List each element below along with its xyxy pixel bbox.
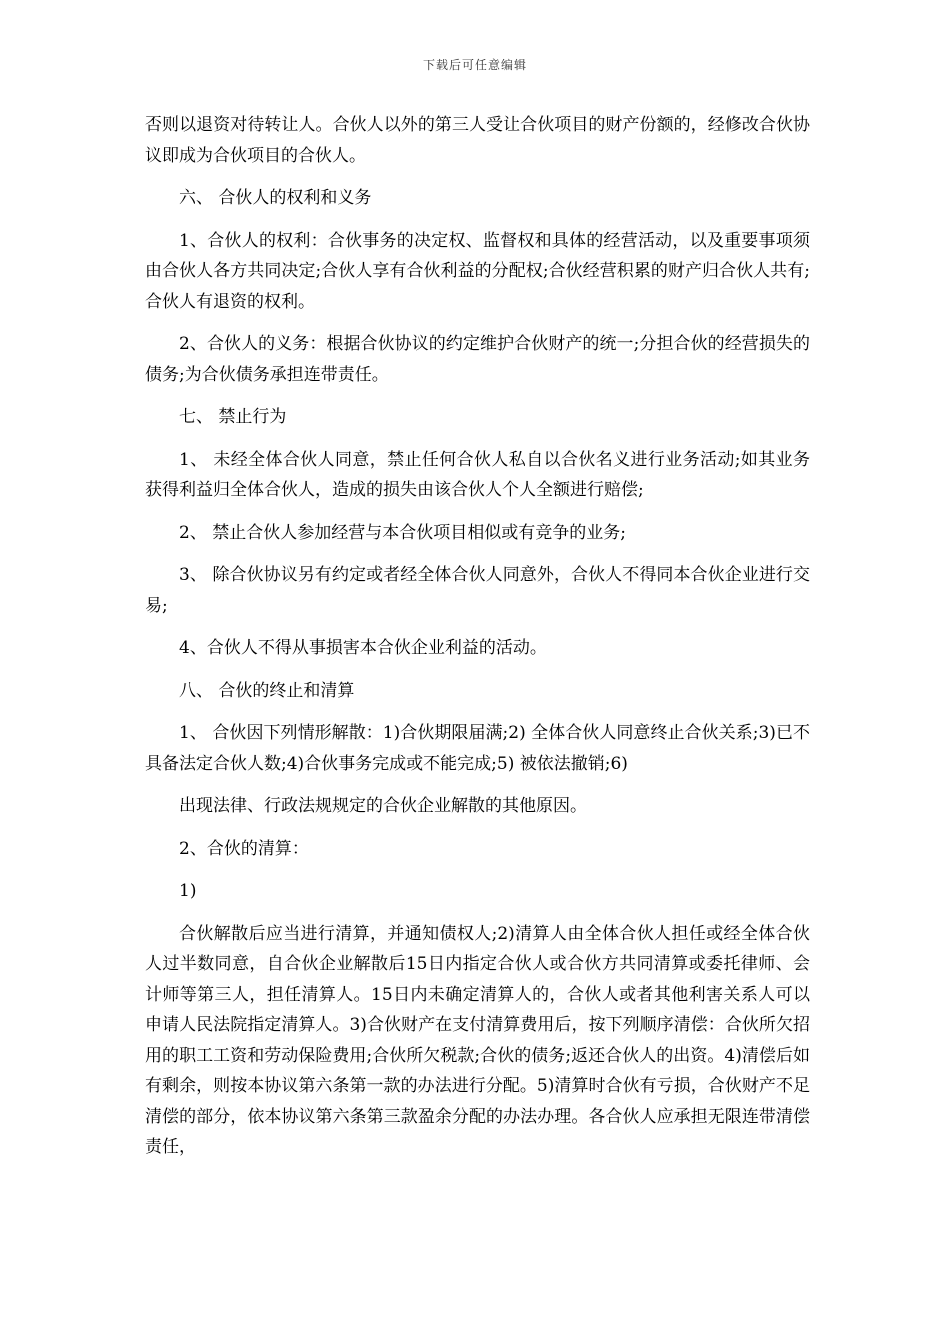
paragraph-liquidation-item-1-label: 1)	[179, 881, 197, 901]
paragraph-continuation: 否则以退资对待转让人。合伙人以外的第三人受让合伙项目的财产份额的，经修改合伙协议即成为合伙项目的合伙人。	[145, 115, 810, 166]
paragraph-prohibition-1: 1、 未经全体合伙人同意，禁止任何合伙人私自以合伙名义进行业务活动;如其业务获得利益归全体合伙人，造成的损失由该合伙人个人全额进行赔偿;	[145, 449, 810, 500]
paragraph-partner-rights: 1、合伙人的权利：合伙事务的决定权、监督权和具体的经营活动，以及重要事项须由合伙人各方共同决定;合伙人享有合伙利益的分配权;合伙经营积累的财产归合伙人共有;合伙人有退资的权利。	[145, 230, 810, 312]
document-body	[145, 110, 810, 1163]
page-header: 下载后可任意编辑	[422, 58, 527, 72]
paragraph-dissolution-other: 出现法律、行政法规规定的合伙企业解散的其他原因。	[179, 796, 587, 816]
section-heading-8: 八、 合伙的终止和清算	[179, 680, 355, 701]
paragraph-partner-duties: 2、合伙人的义务：根据合伙协议的约定维护合伙财产的统一;分担合伙的经营损失的债务;为合伙债务承担连带责任。	[145, 334, 810, 385]
paragraph-prohibition-3: 3、 除合伙协议另有约定或者经全体合伙人同意外，合伙人不得同本合伙企业进行交易;	[145, 565, 810, 616]
section-heading-6: 六、 合伙人的权利和义务	[179, 188, 372, 208]
section-heading-7: 七、 禁止行为	[179, 407, 287, 427]
paragraph-prohibition-4: 4、合伙人不得从事损害本合伙企业利益的活动。	[179, 638, 547, 658]
paragraph-liquidation-heading: 2、合伙的清算：	[179, 838, 309, 859]
paragraph-prohibition-2: 2、 禁止合伙人参加经营与本合伙项目相似或有竞争的业务;	[179, 522, 626, 543]
paragraph-liquidation-details: 合伙解散后应当进行清算，并通知债权人;2)清算人由全体合伙人担任或经全体合伙人过半数同意，自合伙企业解散后15日内指定合伙人或合伙方共同清算或委托律师、会计师等第三人，担任清算人。15日内未确定清算人的，合伙人或者其他利害关系人可以申请人民法院指定清算人。3)合伙财产在支付清算费用后，按下列顺序清偿：合伙所欠招用的职工工资和劳动保险费用;合伙所欠税款;合伙的债务;返还合伙人的出资。4)清偿后如有剩余，则按本协议第六条第一款的办法进行分配。5)清算时合伙有亏损，合伙财产不足清偿的部分，依本协议第六条第三款盈余分配的办法办理。各合伙人应承担无限连带清偿责任，	[145, 923, 810, 1157]
paragraph-dissolution-causes: 1、 合伙因下列情形解散：1)合伙期限届满;2) 全体合伙人同意终止合伙关系;3)已不具备法定合伙人数;4)合伙事务完成或不能完成;5) 被依法撤销;6)	[145, 723, 810, 774]
